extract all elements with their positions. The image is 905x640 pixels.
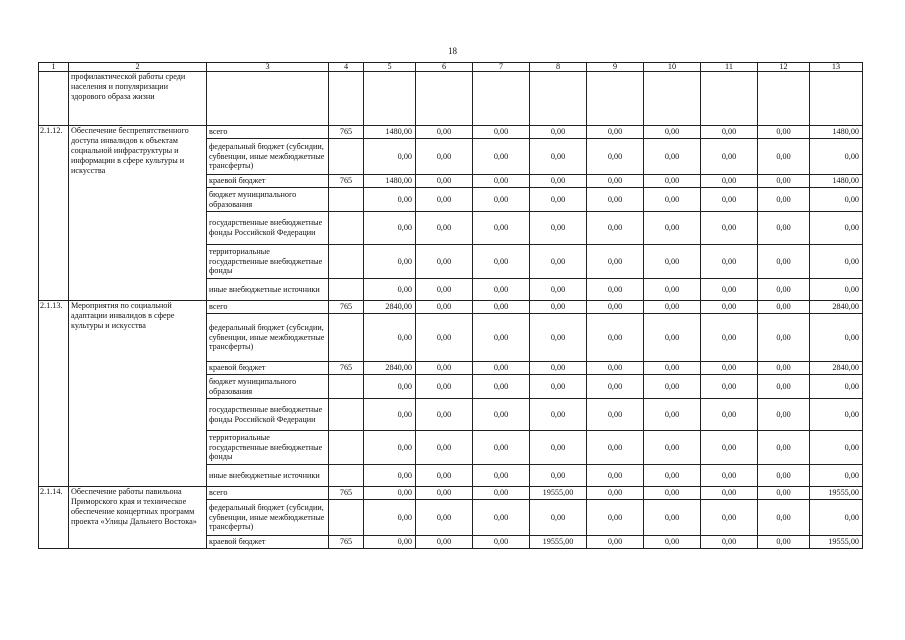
value-cell: 0,00: [644, 212, 701, 245]
source-cell: федеральный бюджет (субсидии, субвенции, иные межбюджетные трансферты): [207, 314, 329, 362]
value-cell: 0,00: [587, 487, 644, 500]
value-cell: 0,00: [810, 212, 863, 245]
value-cell: 0,00: [587, 399, 644, 431]
value-cell: 0,00: [364, 465, 416, 487]
name-cell: Мероприятия по социальной адаптации инвалидов в сфере культуры и искусства: [69, 301, 207, 487]
value-cell: 0,00: [758, 465, 810, 487]
value-cell: 0,00: [473, 245, 530, 279]
name-cell: Обеспечение работы павильона Приморского края и техническое обеспечение концертных программ проекта «Улицы Дальнего Востока»: [69, 487, 207, 549]
value-cell: 0,00: [473, 362, 530, 375]
value-cell: 0,00: [416, 362, 473, 375]
value-cell: 0,00: [364, 536, 416, 549]
value-cell: 0,00: [758, 212, 810, 245]
code-number-cell: [329, 431, 364, 465]
value-cell: 0,00: [810, 399, 863, 431]
code-number-cell: 765: [329, 362, 364, 375]
value-cell: 0,00: [701, 487, 758, 500]
value-cell: 0,00: [530, 279, 587, 301]
value-cell: 0,00: [364, 500, 416, 536]
header-cell: 1: [39, 63, 69, 72]
value-cell: 0,00: [416, 175, 473, 188]
value-cell: 0,00: [416, 126, 473, 139]
value-cell: 0,00: [473, 212, 530, 245]
header-cell: 4: [329, 63, 364, 72]
value-cell: 0,00: [701, 314, 758, 362]
value-cell: 0,00: [473, 465, 530, 487]
code-cell: 2.1.13.: [39, 301, 69, 487]
value-cell: 0,00: [364, 212, 416, 245]
value-cell: 0,00: [473, 279, 530, 301]
value-cell: 0,00: [473, 399, 530, 431]
value-cell: 0,00: [701, 139, 758, 175]
value-cell: 0,00: [587, 314, 644, 362]
value-cell: 0,00: [701, 465, 758, 487]
value-cell: 0,00: [758, 375, 810, 399]
code-number-cell: [329, 399, 364, 431]
value-cell: 0,00: [473, 536, 530, 549]
value-cell: 0,00: [810, 188, 863, 212]
header-cell: 7: [473, 63, 530, 72]
value-cell: 0,00: [758, 314, 810, 362]
header-cell: 13: [810, 63, 863, 72]
code-number-cell: [329, 314, 364, 362]
value-cell: 1480,00: [364, 126, 416, 139]
value-cell: 0,00: [701, 375, 758, 399]
value-cell: 0,00: [701, 212, 758, 245]
source-cell: бюджет муниципального образования: [207, 188, 329, 212]
header-cell: 6: [416, 63, 473, 72]
value-cell: 19555,00: [530, 536, 587, 549]
value-cell: 0,00: [416, 487, 473, 500]
value-cell: 0,00: [364, 399, 416, 431]
code-number-cell: 765: [329, 175, 364, 188]
value-cell: 0,00: [473, 188, 530, 212]
value-cell: 0,00: [701, 500, 758, 536]
value-cell: 0,00: [701, 399, 758, 431]
value-cell: 0,00: [644, 175, 701, 188]
value-cell: 0,00: [701, 362, 758, 375]
value-cell: 0,00: [530, 212, 587, 245]
value-cell: 0,00: [416, 245, 473, 279]
value-cell: 0,00: [810, 314, 863, 362]
value-cell: 0,00: [416, 431, 473, 465]
code-number-cell: [329, 465, 364, 487]
value-cell: 0,00: [644, 536, 701, 549]
value-cell: 0,00: [530, 139, 587, 175]
value-cell: 0,00: [416, 536, 473, 549]
value-cell: 0,00: [701, 536, 758, 549]
value-cell: 0,00: [701, 126, 758, 139]
value-cell: 0,00: [530, 362, 587, 375]
header-cell: 10: [644, 63, 701, 72]
code-number-cell: 765: [329, 126, 364, 139]
value-cell: 0,00: [758, 188, 810, 212]
value-cell: 0,00: [416, 279, 473, 301]
source-cell: иные внебюджетные источники: [207, 465, 329, 487]
name-cell: профилактической работы среди населения и популяризации здорового образа жизни: [69, 72, 207, 126]
value-cell: 0,00: [758, 399, 810, 431]
source-cell: территориальные государственные внебюджетные фонды: [207, 245, 329, 279]
budget-table: [38, 62, 863, 549]
header-cell: 12: [758, 63, 810, 72]
source-cell: государственные внебюджетные фонды Российской Федерации: [207, 212, 329, 245]
code-number-cell: [329, 139, 364, 175]
value-cell: 1480,00: [810, 126, 863, 139]
value-cell: 0,00: [473, 301, 530, 314]
value-cell: 2840,00: [810, 362, 863, 375]
value-cell: 0,00: [416, 375, 473, 399]
value-cell: 0,00: [587, 431, 644, 465]
value-cell: 0,00: [587, 279, 644, 301]
value-cell: 0,00: [758, 139, 810, 175]
value-cell: 0,00: [701, 245, 758, 279]
header-cell: 8: [530, 63, 587, 72]
value-cell: 0,00: [810, 375, 863, 399]
header-cell: 3: [207, 63, 329, 72]
value-cell: 0,00: [473, 500, 530, 536]
value-cell: 0,00: [644, 245, 701, 279]
value-cell: 0,00: [644, 314, 701, 362]
value-cell: 0,00: [587, 139, 644, 175]
value-cell: 0,00: [644, 279, 701, 301]
value-cell: 0,00: [364, 279, 416, 301]
value-cell: 0,00: [530, 500, 587, 536]
value-cell: 0,00: [644, 431, 701, 465]
source-cell: краевой бюджет: [207, 362, 329, 375]
value-cell: 0,00: [644, 399, 701, 431]
value-cell: 0,00: [758, 487, 810, 500]
value-cell: 0,00: [701, 175, 758, 188]
value-cell: 0,00: [364, 487, 416, 500]
value-cell: 0,00: [810, 465, 863, 487]
value-cell: 0,00: [530, 301, 587, 314]
value-cell: 0,00: [416, 399, 473, 431]
source-cell: бюджет муниципального образования: [207, 375, 329, 399]
value-cell: 0,00: [530, 375, 587, 399]
value-cell: 19555,00: [810, 536, 863, 549]
source-cell: краевой бюджет: [207, 536, 329, 549]
value-cell: 0,00: [473, 139, 530, 175]
value-cell: 0,00: [701, 301, 758, 314]
value-cell: 0,00: [587, 465, 644, 487]
value-cell: 0,00: [587, 245, 644, 279]
value-cell: 0,00: [644, 126, 701, 139]
value-cell: 1480,00: [364, 175, 416, 188]
value-cell: 0,00: [758, 500, 810, 536]
header-row: [39, 63, 863, 72]
value-cell: 0,00: [587, 212, 644, 245]
source-cell: государственные внебюджетные фонды Российской Федерации: [207, 399, 329, 431]
header-cell: 2: [69, 63, 207, 72]
value-cell: 0,00: [587, 175, 644, 188]
value-cell: 0,00: [810, 500, 863, 536]
value-cell: 2840,00: [810, 301, 863, 314]
source-cell: иные внебюджетные источники: [207, 279, 329, 301]
value-cell: 0,00: [758, 362, 810, 375]
value-cell: 0,00: [473, 487, 530, 500]
value-cell: 0,00: [530, 245, 587, 279]
source-cell: всего: [207, 487, 329, 500]
value-cell: 0,00: [644, 487, 701, 500]
value-cell: 0,00: [587, 301, 644, 314]
header-cell: 11: [701, 63, 758, 72]
code-number-cell: 765: [329, 301, 364, 314]
source-cell: федеральный бюджет (субсидии, субвенции, иные межбюджетные трансферты): [207, 139, 329, 175]
value-cell: 0,00: [810, 245, 863, 279]
value-cell: 1480,00: [810, 175, 863, 188]
value-cell: 0,00: [473, 375, 530, 399]
source-cell: всего: [207, 301, 329, 314]
value-cell: 0,00: [364, 139, 416, 175]
value-cell: 0,00: [416, 465, 473, 487]
value-cell: 0,00: [587, 536, 644, 549]
value-cell: 0,00: [530, 175, 587, 188]
value-cell: 19555,00: [530, 487, 587, 500]
value-cell: 0,00: [701, 279, 758, 301]
value-cell: 0,00: [587, 126, 644, 139]
value-cell: 0,00: [758, 175, 810, 188]
value-cell: 0,00: [810, 279, 863, 301]
value-cell: 0,00: [644, 500, 701, 536]
code-number-cell: 765: [329, 487, 364, 500]
value-cell: 0,00: [587, 375, 644, 399]
value-cell: 0,00: [587, 188, 644, 212]
code-number-cell: [329, 500, 364, 536]
value-cell: 0,00: [416, 500, 473, 536]
value-cell: 0,00: [644, 188, 701, 212]
value-cell: 0,00: [473, 175, 530, 188]
source-cell: краевой бюджет: [207, 175, 329, 188]
code-cell: 2.1.14.: [39, 487, 69, 549]
code-number-cell: [329, 279, 364, 301]
value-cell: 0,00: [473, 126, 530, 139]
source-cell: федеральный бюджет (субсидии, субвенции, иные межбюджетные трансферты): [207, 500, 329, 536]
value-cell: 0,00: [701, 431, 758, 465]
code-cell: 2.1.12.: [39, 126, 69, 301]
table-row: [39, 301, 863, 314]
header-cell: 9: [587, 63, 644, 72]
value-cell: 0,00: [644, 301, 701, 314]
value-cell: 0,00: [473, 431, 530, 465]
value-cell: 0,00: [416, 139, 473, 175]
value-cell: 0,00: [644, 362, 701, 375]
code-number-cell: [329, 375, 364, 399]
value-cell: 0,00: [644, 465, 701, 487]
value-cell: 0,00: [530, 399, 587, 431]
value-cell: 0,00: [364, 314, 416, 362]
code-number-cell: 765: [329, 536, 364, 549]
value-cell: 0,00: [587, 362, 644, 375]
name-cell: Обеспечение беспрепятственного доступа инвалидов к объектам социальной инфраструктуры и информации в сфере культуры и искусства: [69, 126, 207, 301]
code-number-cell: [329, 188, 364, 212]
value-cell: 0,00: [530, 431, 587, 465]
value-cell: 0,00: [758, 301, 810, 314]
value-cell: 0,00: [758, 431, 810, 465]
value-cell: 0,00: [364, 375, 416, 399]
value-cell: 0,00: [644, 375, 701, 399]
value-cell: 0,00: [530, 126, 587, 139]
value-cell: 0,00: [416, 301, 473, 314]
table-row: [39, 487, 863, 500]
code-cell: [39, 72, 69, 126]
value-cell: 0,00: [758, 279, 810, 301]
value-cell: 0,00: [530, 465, 587, 487]
value-cell: 0,00: [644, 139, 701, 175]
value-cell: 0,00: [701, 188, 758, 212]
value-cell: 2840,00: [364, 301, 416, 314]
value-cell: 0,00: [758, 126, 810, 139]
code-number-cell: [329, 245, 364, 279]
value-cell: 0,00: [364, 245, 416, 279]
source-cell: всего: [207, 126, 329, 139]
value-cell: 0,00: [587, 500, 644, 536]
page-number: 18: [448, 46, 457, 56]
source-cell: территориальные государственные внебюджетные фонды: [207, 431, 329, 465]
value-cell: 0,00: [810, 139, 863, 175]
table-body: [39, 72, 863, 549]
table-row: [39, 72, 863, 126]
value-cell: 0,00: [530, 188, 587, 212]
value-cell: 0,00: [416, 314, 473, 362]
value-cell: 0,00: [364, 188, 416, 212]
value-cell: 0,00: [364, 431, 416, 465]
value-cell: 0,00: [473, 314, 530, 362]
value-cell: 0,00: [810, 431, 863, 465]
value-cell: 0,00: [416, 188, 473, 212]
code-number-cell: [329, 212, 364, 245]
value-cell: 2840,00: [364, 362, 416, 375]
table-row: [39, 126, 863, 139]
value-cell: 0,00: [416, 212, 473, 245]
value-cell: 19555,00: [810, 487, 863, 500]
value-cell: 0,00: [530, 314, 587, 362]
value-cell: 0,00: [758, 245, 810, 279]
value-cell: 0,00: [758, 536, 810, 549]
header-cell: 5: [364, 63, 416, 72]
